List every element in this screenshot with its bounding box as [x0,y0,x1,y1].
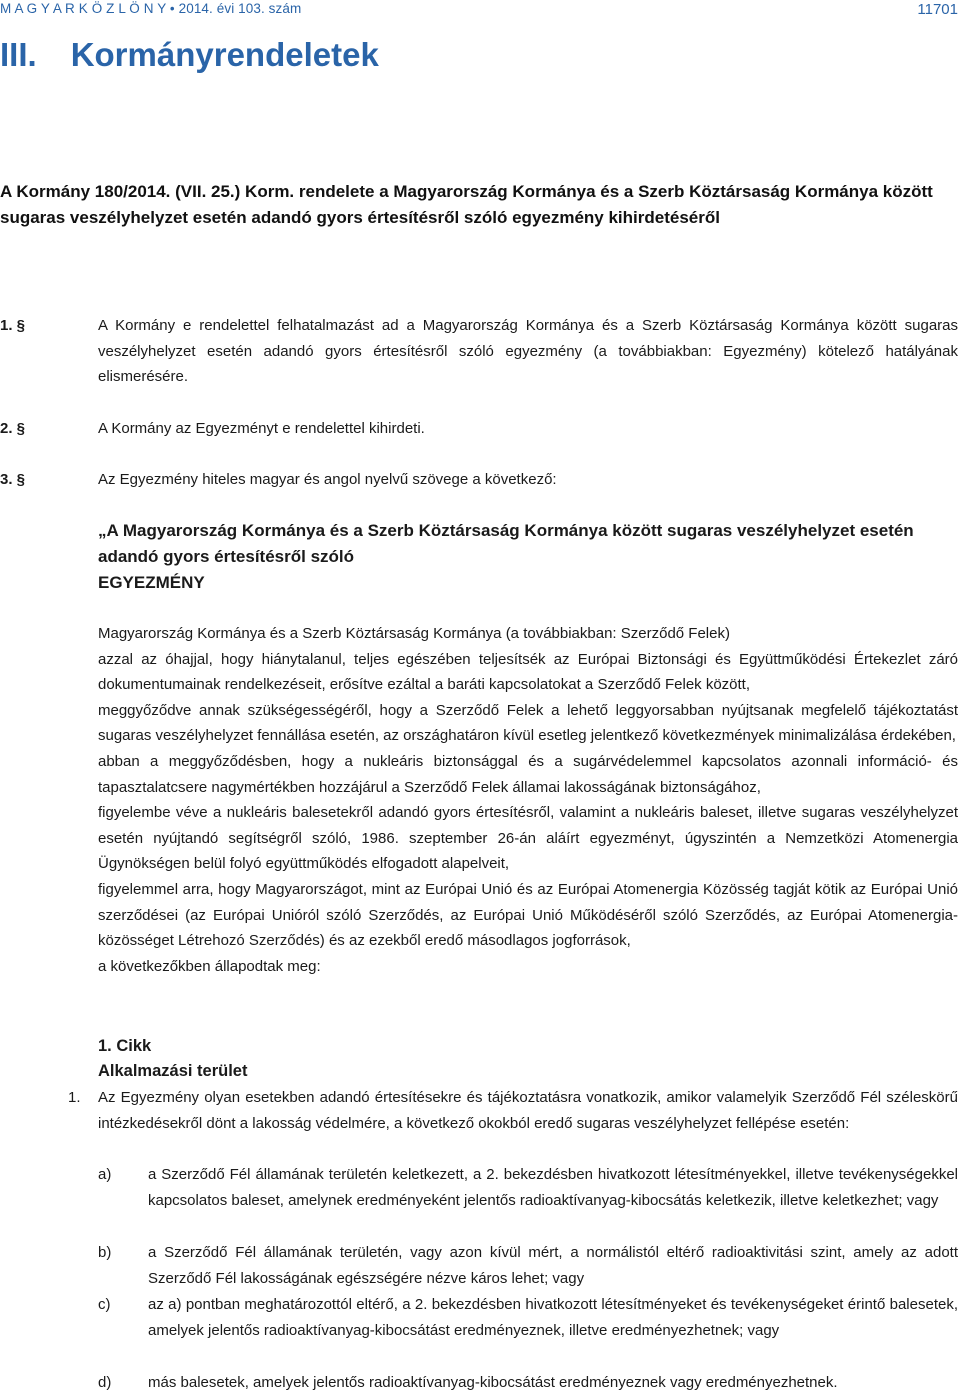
paragraph-number: 3. § [0,471,26,488]
paragraph-text: Az Egyezmény hiteles magyar és angol nyelvű szövege a következő: [98,471,557,488]
recital: Magyarország Kormánya és a Szerb Köztársaság Kormánya (a továbbiakban: Szerződő Felek) [98,625,730,642]
paragraph-text: A Kormány az Egyezményt e rendelettel kihirdeti. [98,420,425,437]
paragraph-number: 2. § [0,420,26,437]
subitem-label: b) [98,1244,112,1261]
article-number: 1. Cikk [98,1037,152,1055]
item-text: Az Egyezmény olyan esetekben adandó értesítésekre és tájékoztatásra vonatkozik, amikor valamelyik Szerződő Fél széleskörű intézkedésekről dönt a lakosság védelmére, a következő okokból eredő sugaras veszélyhelyzet fellépése esetén: [98,1089,958,1132]
paragraph-number: 1. § [0,317,26,334]
subitem-label: c) [98,1296,111,1313]
recital: a következőkben állapodtak meg: [98,957,321,975]
subitem-label: d) [98,1374,112,1391]
recital: meggyőződve annak szükségességéről, hogy a Szerződő Felek a lehető leggyorsabban nyújtsanak megfelelő tájékoztatást sugaras veszélyhelyzet fennállása esetén, az országhatáron kívül esetleg jelentkező következmények minimalizálása érdekében, [98,701,958,745]
item-number: 1. [68,1089,81,1106]
subitem-text: az a) pontban meghatározottól eltérő, a 2. bekezdésben hivatkozott létesítményeket és tevékenységeket érintő balesetek, amelyek jelentős radioaktívanyag-kibocsátást eredményeznek, illetve eredményezhetnek; vagy [148,1296,958,1339]
subitem-text: a Szerződő Fél államának területén keletkezett, a 2. bekezdésben hivatkozott létesítményekkel, illetve tevékenységekkel kapcsolatos baleset, amelynek eredményeként jelentős radioaktívanyag-kibocsátás keletkezik, illetve keletkezhet; vagy [148,1166,958,1209]
treaty-title [98,518,958,596]
decree-title: A Kormány 180/2014. (VII. 25.) Korm. rendelete a Magyarország Kormánya és a Szerb Köztársaság Kormánya között sugaras veszélyhelyzet esetén adandó gyors értesítésről szóló egyezmény kihirdetéséről [0,182,933,227]
running-title: M A G Y A R K Ö Z L Ö N Y • 2014. évi 103. szám [0,1,302,16]
running-header [0,0,960,22]
treaty-title-line: „A Magyarország Kormánya és a Szerb Köztársaság Kormánya között sugaras veszélyhelyzet esetén adandó gyors értesítésről szóló [98,521,914,566]
page-number: 11701 [917,1,958,18]
treaty-title-egyezmeny: EGYEZMÉNY [98,573,205,592]
subitem-label: a) [98,1166,112,1183]
recital: azzal az óhajjal, hogy hiánytalanul, teljes egészében teljesítsék az Európai Biztonsági és Együttműködési Értekezlet záró dokumentumainak rendelkezéseit, erősítve ezáltal a baráti kapcsolatokat a Szerződő Felek között, [98,650,958,694]
subitem-text: a Szerződő Fél államának területén, vagy azon kívül mért, a normálistól eltérő radioaktivitási szint, amely az adott Szerződő Fél lakosságának egészségére nézve káros lehet; vagy [148,1244,958,1287]
article-title: Alkalmazási terület [98,1062,248,1080]
paragraph-text: A Kormány e rendelettel felhatalmazást ad a Magyarország Kormánya és a Szerb Köztársaság Kormánya között sugaras veszélyhelyzet esetén adandó gyors értesítésről szóló egyezmény (a továbbiakban: Egyezmény) kötelező hatályának elismerésére. [98,317,958,385]
section-heading [0,36,379,74]
recital: abban a meggyőződésben, hogy a nukleáris biztonsággal és a sugárvédelemmel kapcsolatos azonnali információ- és tapasztalatcsere nagymértékben hozzájárul a Szerződő Felek államai lakosságának biztonságához, [98,752,958,796]
recital: figyelemmel arra, hogy Magyarországot, mint az Európai Unió és az Európai Atomenergia Közösség tagját kötik az Európai Unió szerződései (az Európai Unióról szóló Szerződés, az Európai Unió Működéséről szóló Szerződés, az Európai Atomenergia-közösséget Létrehozó Szerződés) és az ezekből eredő másodlagos jogforrások, [98,880,958,950]
article-heading [98,1034,247,1084]
section-title: Kormányrendeletek [70,36,379,73]
recital: figyelembe véve a nukleáris balesetekről adandó gyors értesítésről, valamint a nukleáris baleset, illetve sugaras veszélyhelyzet esetén nyújtandó segítségről szóló, 1986. szeptember 26-án aláírt egyezményt, úgyszintén a Nemzetközi Atomenergia Ügynökségen belül folyó együttműködés elfogadott alapelveit, [98,804,958,873]
subitem-text: más balesetek, amelyek jelentős radioaktívanyag-kibocsátást eredményeznek vagy eredményezhetnek. [148,1374,838,1391]
treaty-preamble [98,621,958,979]
section-number: III. [0,36,37,73]
